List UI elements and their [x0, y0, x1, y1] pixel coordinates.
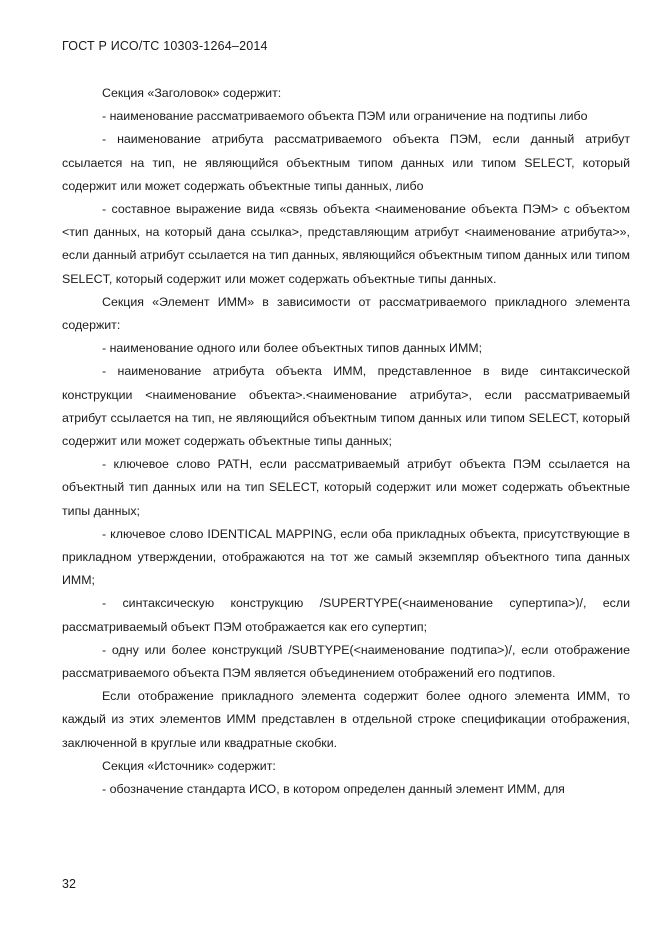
paragraph-mapping-note: Если отображение прикладного элемента содержит более одного элемента ИММ, то каждый из этих элементов ИММ представлен в отдельной строке спецификации отображения, заключенной в круглые или квадратные скобки. — [62, 689, 630, 750]
list-item: - ключевое слово IDENTICAL MAPPING, если оба прикладных объекта, присутствующие в прикладном утверждении, отображаются на тот же самый экземпляр объектного типа данных ИММ; — [62, 526, 630, 588]
list-item: - составное выражение вида «связь объекта <наименование объекта ПЭМ> с объектом <тип данных, на который дана ссылка>, представляющим атрибут <наименование атрибута>», если данный атрибут ссылается на тип данных, являющийся объектным типом данных или типом SELECT, который содержит или может содержать объектные типы данных. — [62, 202, 630, 286]
list-item: - наименование атрибута объекта ИММ, представленное в виде синтаксической конструкции <наименование объекта>.<наименование атрибута>, если рассматриваемый атрибут ссылается на тип, не являющийся объектным типом данных или типом SELECT, который содержит или может содержать объектные типы данных; — [62, 364, 630, 449]
list-item: - обозначение стандарта ИСО, в котором определен данный элемент ИММ, для — [102, 782, 565, 797]
page-number: 32 — [62, 877, 76, 891]
document-body — [62, 82, 630, 801]
list-item: - наименование одного или более объектных типов данных ИММ; — [102, 341, 483, 356]
list-item: - наименование атрибута рассматриваемого объекта ПЭМ, если данный атрибут ссылается на тип, не являющийся объектным типом данных или типом SELECT, который содержит или может содержать объектные типы данных, либо — [62, 132, 630, 193]
list-item: - одну или более конструкций /SUBTYPE(<наименование подтипа>)/, если отображение рассматриваемого объекта ПЭМ является объединением отображений его подтипов. — [62, 642, 630, 681]
document-header: ГОСТ Р ИСО/ТС 10303-1264–2014 — [62, 39, 268, 53]
paragraph-imm-section-intro: Секция «Элемент ИММ» в зависимости от рассматриваемого прикладного элемента содержит: — [62, 294, 630, 333]
list-item: - ключевое слово PATH, если рассматриваемый атрибут объекта ПЭМ ссылается на объектный тип данных или на тип SELECT, который содержит или может содержать объектные типы данных; — [62, 457, 630, 518]
paragraph-source-section-intro: Секция «Источник» содержит: — [102, 758, 276, 773]
paragraph-header-section-intro: Секция «Заголовок» содержит: — [102, 86, 282, 100]
list-item: - наименование рассматриваемого объекта ПЭМ или ограничение на подтипы либо — [102, 109, 588, 124]
list-item: - синтаксическую конструкцию /SUPERTYPE(<наименование супертипа>)/, если рассматриваемый объект ПЭМ отображается как его супертип; — [62, 596, 630, 634]
